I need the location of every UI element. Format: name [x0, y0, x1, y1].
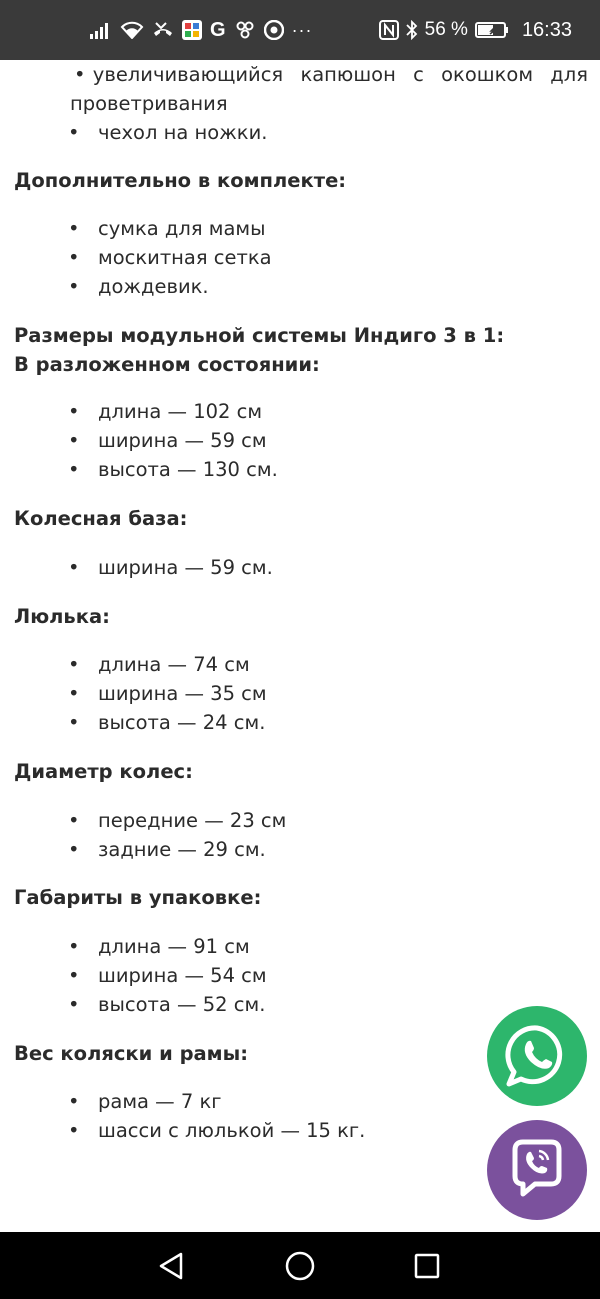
whatsapp-icon: [501, 1020, 573, 1092]
section-heading: Люлька:: [14, 605, 110, 628]
list-item-text: рама — 7 кг: [98, 1090, 222, 1113]
word: с: [413, 63, 424, 86]
list-item-text: ширина — 54 см: [98, 964, 267, 987]
viber-icon: [503, 1136, 571, 1204]
list-item-text: москитная сетка: [98, 246, 272, 269]
home-button[interactable]: [282, 1248, 318, 1284]
bullet: •: [68, 1090, 80, 1113]
section-heading: Диаметр колес:: [14, 760, 193, 783]
whatsapp-button[interactable]: [487, 1006, 587, 1106]
list-item-text: ширина — 35 см: [98, 682, 267, 705]
app-grid-icon: [182, 19, 202, 41]
bullet: •: [68, 1119, 80, 1142]
bullet: •: [68, 429, 80, 452]
list-item-text: длина — 74 см: [98, 653, 250, 676]
missed-call-icon: [152, 19, 174, 41]
bluetooth-icon: [406, 19, 418, 41]
bullet: •: [68, 121, 80, 144]
list-item-text: высота — 130 см.: [98, 458, 278, 481]
home-circle-icon: [284, 1250, 316, 1282]
list-item-text: длина — 91 см: [98, 935, 250, 958]
bullet: •: [68, 275, 80, 298]
status-bar: [0, 0, 600, 60]
bullet: •: [74, 63, 86, 86]
bullet: •: [68, 556, 80, 579]
list-item-hood: [74, 60, 588, 89]
bullet: •: [68, 653, 80, 676]
recents-square-icon: [413, 1252, 441, 1280]
bullet: •: [68, 809, 80, 832]
word: увеличивающийся: [92, 63, 284, 86]
wifi-icon: [120, 19, 144, 41]
battery-icon: [475, 19, 509, 41]
list-item-text: ширина — 59 см: [98, 429, 267, 452]
navigation-bar: [0, 1232, 600, 1299]
back-button[interactable]: [153, 1248, 189, 1284]
google-icon: G: [210, 18, 226, 41]
list-item-hood-cont: проветривания: [70, 92, 228, 115]
section-heading: Размеры модульной системы Индиго 3 в 1:: [14, 324, 505, 347]
people-icon: [234, 19, 256, 41]
recents-button[interactable]: [409, 1248, 445, 1284]
viber-button[interactable]: [487, 1120, 587, 1220]
bullet: •: [68, 935, 80, 958]
status-bar-right: [379, 0, 572, 60]
nfc-icon: [379, 19, 399, 41]
list-item-text: чехол на ножки.: [98, 121, 268, 144]
list-item-text: ширина — 59 см.: [98, 556, 273, 579]
more-icon: ···: [291, 19, 313, 40]
battery-percent: 56 %: [424, 19, 468, 40]
bullet: •: [68, 838, 80, 861]
back-triangle-icon: [157, 1251, 185, 1281]
section-heading: Вес коляски и рамы:: [14, 1042, 249, 1065]
section-heading: Колесная база:: [14, 507, 188, 530]
list-item-text: передние — 23 см: [98, 809, 287, 832]
bullet: •: [68, 682, 80, 705]
list-item-text: высота — 52 см.: [98, 993, 266, 1016]
bullet: •: [68, 993, 80, 1016]
list-item-text: сумка для мамы: [98, 217, 266, 240]
list-item-text: задние — 29 см.: [98, 838, 266, 861]
status-bar-left: [90, 0, 313, 60]
clock: 16:33: [521, 18, 572, 41]
section-heading: Дополнительно в комплекте:: [14, 169, 347, 192]
bullet: •: [68, 458, 80, 481]
list-item-text: шасси с люлькой — 15 кг.: [98, 1119, 366, 1142]
bullet: •: [68, 711, 80, 734]
signal-icon: [90, 19, 112, 41]
bullet: •: [68, 217, 80, 240]
list-item-text: дождевик.: [98, 275, 209, 298]
chrome-icon: [264, 19, 284, 41]
bullet: •: [68, 400, 80, 423]
word: окошком: [441, 63, 534, 86]
word: для: [550, 63, 588, 86]
bullet: •: [68, 964, 80, 987]
bullet: •: [68, 246, 80, 269]
section-heading: Габариты в упаковке:: [14, 886, 262, 909]
section-subheading: В разложенном состоянии:: [14, 353, 320, 376]
list-item-text: длина — 102 см: [98, 400, 263, 423]
word: капюшон: [300, 63, 396, 86]
list-item-text: высота — 24 см.: [98, 711, 266, 734]
